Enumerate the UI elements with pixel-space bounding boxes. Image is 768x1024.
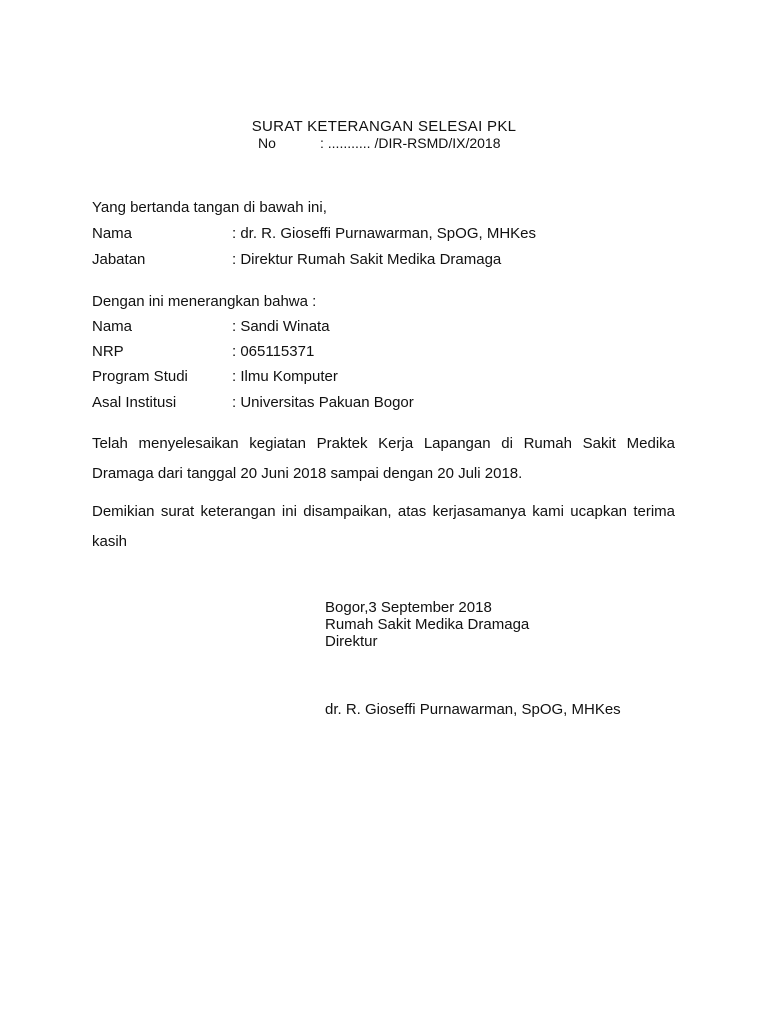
field-label: Jabatan (92, 251, 146, 268)
field-value: : 065115371 (232, 343, 315, 360)
field-label: Asal Institusi (92, 394, 177, 411)
organization-name: Rumah Sakit Medika Dramaga (325, 616, 530, 633)
letter-number (258, 135, 501, 151)
field-value: : Ilmu Komputer (232, 368, 338, 385)
place-date: Bogor,3 September 2018 (325, 599, 492, 616)
statement-intro: Dengan ini menerangkan bahwa : (92, 293, 317, 310)
field-label: NRP (92, 343, 124, 360)
field-value: : Direktur Rumah Sakit Medika Dramaga (232, 251, 502, 268)
letter-title: SURAT KETERANGAN SELESAI PKL (251, 118, 517, 135)
field-value: : Sandi Winata (232, 318, 330, 335)
signatory-name: dr. R. Gioseffi Purnawarman, SpOG, MHKes (325, 701, 621, 718)
completion-paragraph: Telah menyelesaikan kegiatan Praktek Kerja Lapangan di Rumah Sakit Medika Dramaga dari tanggal 20 Juni 2018 sampai dengan 20 Juli 2018. (92, 435, 675, 482)
field-value: : Universitas Pakuan Bogor (232, 394, 414, 411)
closing-paragraph: Demikian surat keterangan ini disampaikan, atas kerjasamanya kami ucapkan terima kasih (92, 503, 675, 550)
field-label: Nama (92, 225, 133, 242)
intro-text: Yang bertanda tangan di bawah ini, (92, 199, 327, 216)
signatory-position: Direktur (325, 633, 378, 650)
letter-number-value: : ........... /DIR-RSMD/IX/2018 (320, 135, 501, 151)
letter-number-label: No (258, 135, 276, 151)
field-value: : dr. R. Gioseffi Purnawarman, SpOG, MHKes (232, 225, 536, 242)
field-label: Nama (92, 318, 133, 335)
field-label: Program Studi (92, 368, 188, 385)
